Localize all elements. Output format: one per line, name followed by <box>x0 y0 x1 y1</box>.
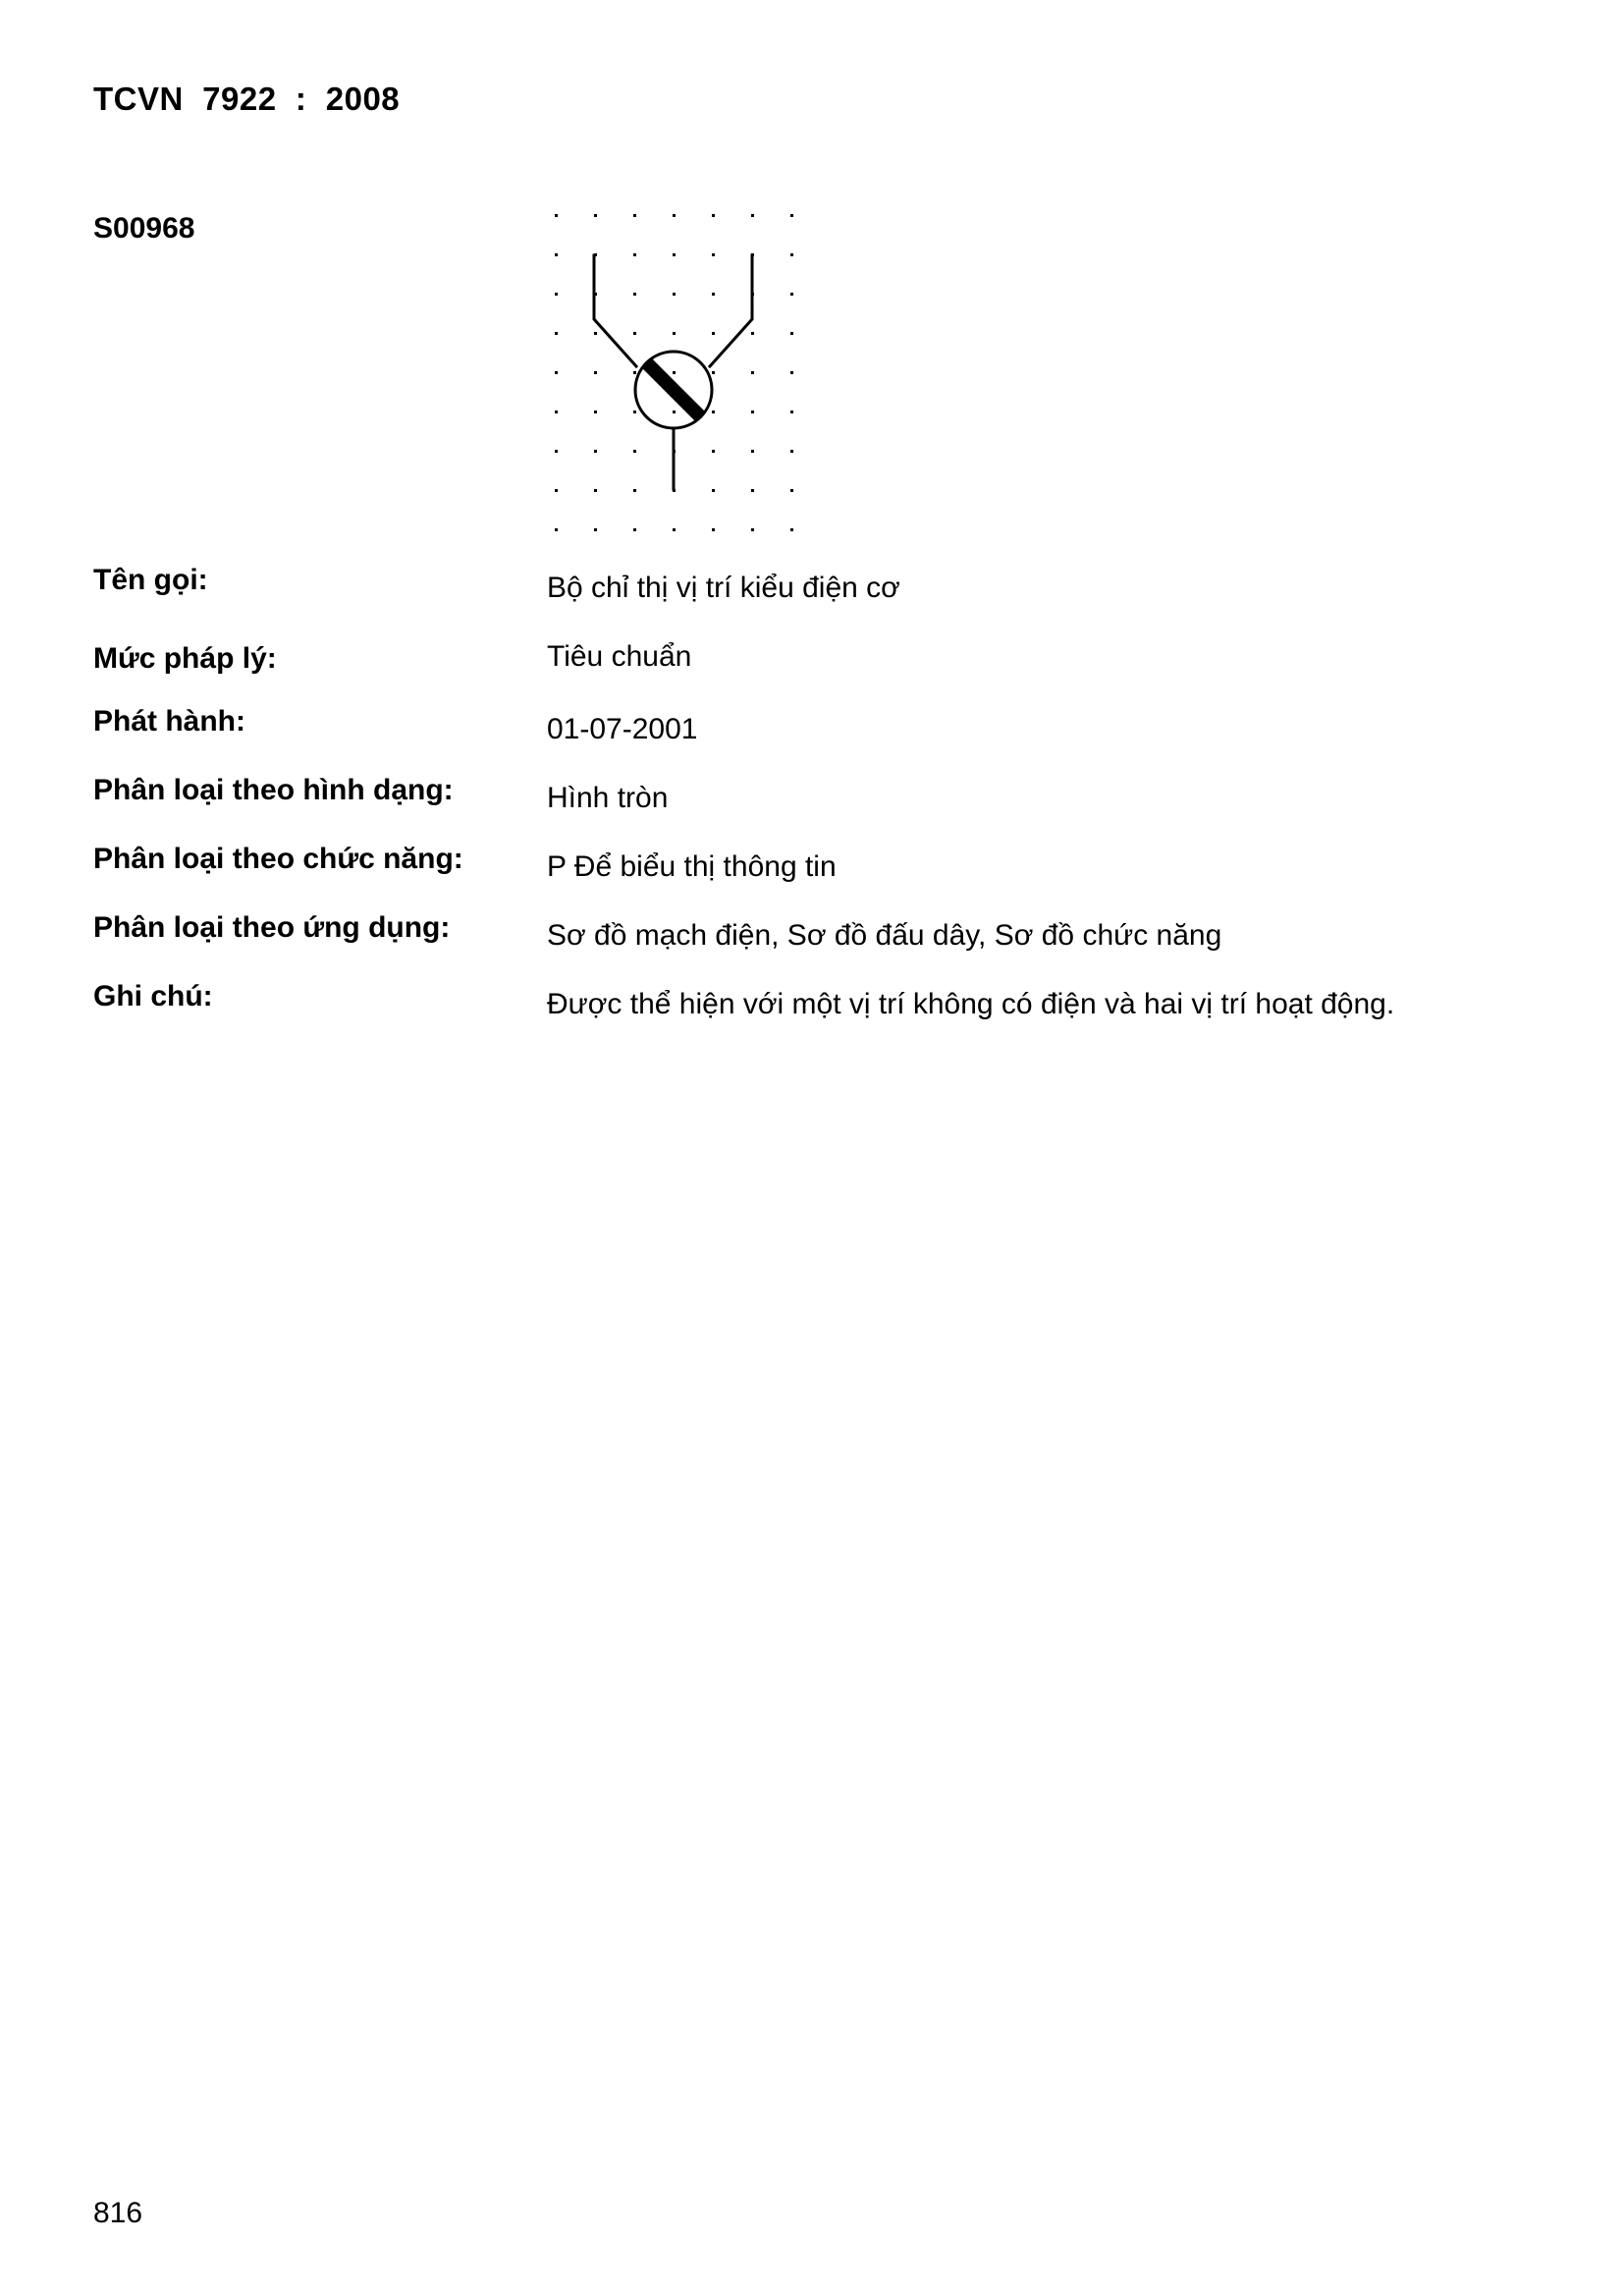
grid-dot <box>790 214 793 217</box>
grid-dot <box>594 410 597 413</box>
standard-header: TCVN 7922 : 2008 <box>93 81 401 117</box>
right-terminal-line <box>710 255 752 366</box>
grid-dot <box>555 410 558 413</box>
grid-dot <box>790 293 793 296</box>
grid-dot <box>594 528 597 531</box>
grid-dot <box>673 253 676 256</box>
grid-dot <box>712 410 715 413</box>
field-label-application-class: Phân loại theo ứng dụng: <box>93 911 451 944</box>
grid-dot <box>790 450 793 453</box>
grid-dot <box>712 332 715 335</box>
grid-dot <box>712 489 715 492</box>
grid-dot <box>555 293 558 296</box>
grid-dot <box>712 253 715 256</box>
page-number: 816 <box>93 2197 143 2229</box>
grid-dot <box>790 253 793 256</box>
grid-dot <box>594 371 597 374</box>
field-value-function-class: P Để biểu thị thông tin <box>547 850 837 883</box>
grid-dot <box>751 371 754 374</box>
grid-dot <box>790 489 793 492</box>
grid-dot <box>673 410 676 413</box>
grid-dot <box>633 489 636 492</box>
grid-dot <box>712 528 715 531</box>
grid-dot <box>633 332 636 335</box>
field-value-name: Bộ chỉ thị vị trí kiểu điện cơ <box>547 572 900 604</box>
field-label-function-class: Phân loại theo chức năng: <box>93 843 463 875</box>
grid-dot <box>633 410 636 413</box>
field-value-application-class: Sơ đồ mạch điện, Sơ đồ đấu dây, Sơ đồ chức năng <box>547 919 1222 952</box>
grid-dot <box>555 450 558 453</box>
grid-dot <box>751 450 754 453</box>
grid-dot <box>673 332 676 335</box>
grid-dot <box>712 214 715 217</box>
grid-dot <box>790 332 793 335</box>
grid-dot <box>555 332 558 335</box>
grid-dot <box>673 371 676 374</box>
field-label-legal-level: Mức pháp lý: <box>93 642 277 675</box>
grid-dot <box>790 371 793 374</box>
field-label-note: Ghi chú: <box>93 980 213 1012</box>
grid-dot <box>633 450 636 453</box>
grid-dot <box>673 214 676 217</box>
grid-dot <box>555 253 558 256</box>
field-label-shape-class: Phân loại theo hình dạng: <box>93 774 454 806</box>
electromechanical-position-indicator-icon <box>540 201 815 535</box>
grid-dot <box>594 489 597 492</box>
grid-dot <box>673 528 676 531</box>
field-label-name: Tên gọi: <box>93 564 208 596</box>
grid-dot <box>594 214 597 217</box>
left-terminal-line <box>594 255 636 366</box>
grid-dot <box>790 528 793 531</box>
grid-dot <box>751 214 754 217</box>
grid-dot <box>594 450 597 453</box>
grid-dot <box>633 371 636 374</box>
grid-dot <box>751 489 754 492</box>
grid-dot <box>555 371 558 374</box>
indicator-needle <box>646 362 701 417</box>
field-value-issued: 01-07-2001 <box>547 713 698 745</box>
grid-dot <box>790 410 793 413</box>
grid-dot <box>712 293 715 296</box>
grid-dot <box>555 214 558 217</box>
grid-dot <box>712 371 715 374</box>
grid-dot <box>633 293 636 296</box>
grid-dot <box>751 332 754 335</box>
grid-dot <box>633 214 636 217</box>
grid-dot <box>712 450 715 453</box>
field-value-shape-class: Hình tròn <box>547 782 669 814</box>
field-value-legal-level: Tiêu chuẩn <box>547 640 692 673</box>
grid-dot <box>751 528 754 531</box>
grid-dot <box>751 410 754 413</box>
grid-dot <box>555 528 558 531</box>
grid-dot <box>633 528 636 531</box>
grid-dot <box>594 332 597 335</box>
grid-dot <box>555 489 558 492</box>
symbol-code: S00968 <box>93 212 195 245</box>
field-value-note: Được thể hiện với một vị trí không có điện và hai vị trí hoạt động. <box>547 988 1395 1020</box>
field-label-issued: Phát hành: <box>93 705 245 738</box>
grid-dot <box>633 253 636 256</box>
grid-dot <box>673 293 676 296</box>
